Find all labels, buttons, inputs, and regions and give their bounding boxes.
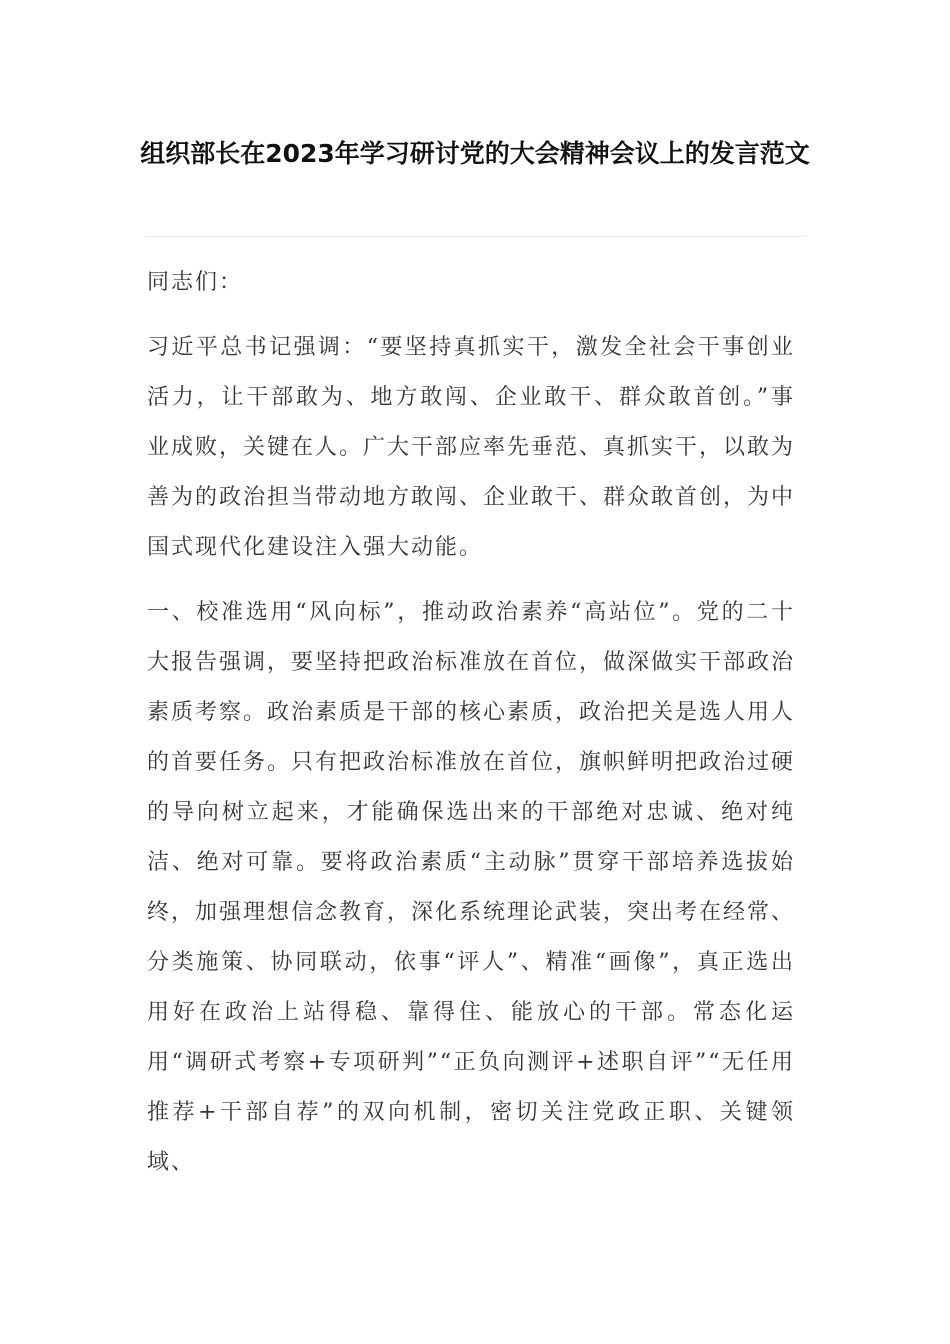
paragraph-section-one: 一、校准选用“风向标”，推动政治素养“高站位”。党的二十大报告强调，要坚持把政治标准放在首位，做深做实干部政治素质考察。政治素质是干部的核心素质，政治把关是选人用人的首要任务。只有把政治标准放在首位，旗帜鲜明把政治过硬的导向树立起来，才能确保选出来的干部绝对忠诚、绝对纯洁、绝对可靠。要将政治素质“主动脉”贯穿干部培养选拔始终，加强理想信念教育，深化系统理论武装，突出考在经常、分类施策、协同联动，依事“评人”、精准“画像”，真正选出用好在政治上站得稳、靠得住、能放心的干部。常态化运用“调研式考察+专项研判”“正负向测评+述职自评”“无任用推荐+干部自荐”的双向机制，密切关注党政正职、关键领域、	[147, 600, 796, 1175]
paragraph-intro: 习近平总书记强调：“要坚持真抓实干，激发全社会干事创业活力，让干部敢为、地方敢闯、企业敢干、群众敢首创。”事业成败，关键在人。广大干部应率先垂范、真抓实干，以敢为善为的政治担当带动地方敢闯、企业敢干、群众敢首创，为中国式现代化建设注入强大动能。	[147, 335, 796, 560]
document-title: 组织部长在2023年学习研讨党的大会精神会议上的发言范文	[140, 139, 810, 168]
title-divider	[145, 236, 805, 237]
document-body	[147, 258, 795, 1203]
salutation: 同志们：	[147, 270, 244, 295]
